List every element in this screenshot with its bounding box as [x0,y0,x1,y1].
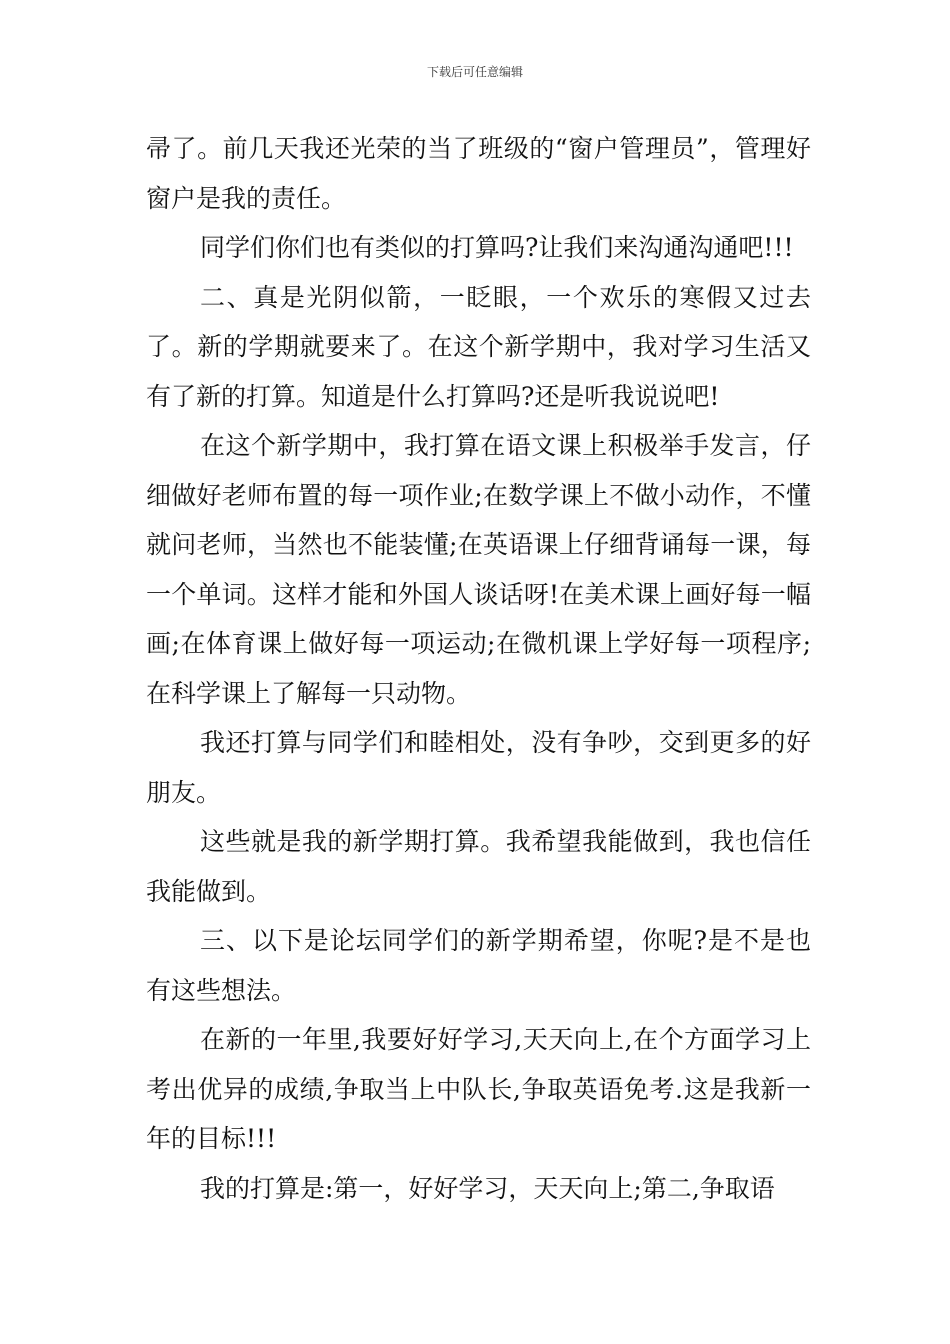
paragraph: 这些就是我的新学期打算。我希望我能做到，我也信任我能做到。 [146,827,811,906]
paragraph: 帚了。前几天我还光荣的当了班级的“窗户管理员”，管理好窗户是我的责任。 [146,134,811,213]
document-body [146,124,811,1213]
paragraph: 二、真是光阴似箭，一眨眼，一个欢乐的寒假又过去了。新的学期就要来了。在这个新学期中，我对学习生活又有了新的打算。知道是什么打算吗?还是听我说说吧! [146,282,811,411]
paragraph: 我的打算是:第一，好好学习，天天向上;第二,争取语 [200,1173,775,1203]
paragraph: 在新的一年里,我要好好学习,天天向上,在个方面学习上考出优异的成绩,争取当上中队长,争取英语免考.这是我新一年的目标!!! [146,1025,811,1153]
page-header: 下载后可任意编辑 [426,65,523,79]
paragraph: 我还打算与同学们和睦相处，没有争吵，交到更多的好朋友。 [146,728,811,807]
paragraph: 同学们你们也有类似的打算吗?让我们来沟通沟通吧!!! [200,233,794,262]
paragraph: 在这个新学期中，我打算在语文课上积极举手发言，仔细做好老师布置的每一项作业;在数学课上不做小动作，不懂就问老师，当然也不能装懂;在英语课上仔细背诵每一课，每一个单词。这样才能和外国人谈话呀!在美术课上画好每一幅画;在体育课上做好每一项运动;在微机课上学好每一项程序;在科学课上了解每一只动物。 [146,431,811,708]
paragraph: 三、以下是论坛同学们的新学期希望，你呢?是不是也有这些想法。 [146,926,811,1005]
